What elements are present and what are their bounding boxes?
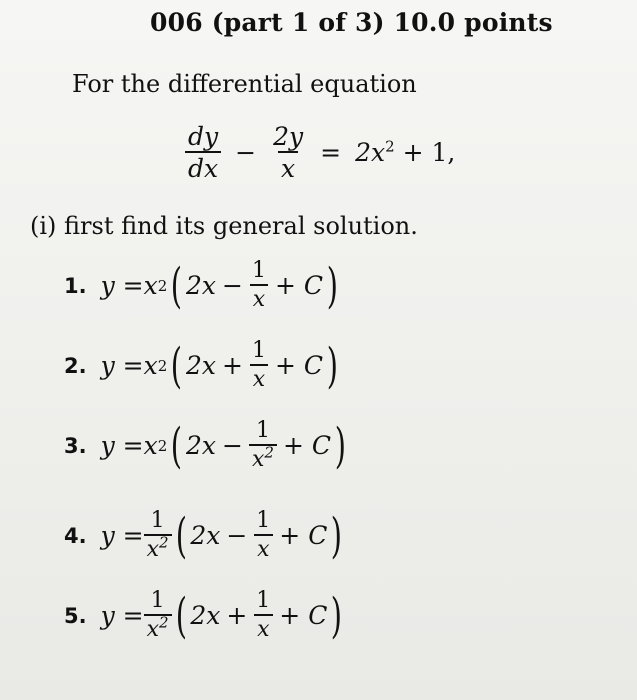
fraction-numerator: 1 (255, 418, 270, 443)
fraction-denominator: x (250, 284, 268, 311)
choice-number: 4. (64, 523, 87, 548)
inner-fraction (249, 420, 277, 471)
close-paren: ) (331, 507, 343, 564)
prefix-term: x (143, 351, 158, 380)
close-paren: ) (331, 587, 343, 644)
open-paren: ( (171, 417, 183, 474)
denominator-exponent: 2 (159, 613, 169, 632)
fraction-denominator: x (250, 364, 268, 391)
equals-operator: = (320, 138, 342, 167)
rhs-exponent: 2 (385, 137, 395, 156)
open-paren: ( (175, 587, 187, 644)
dy-dx-fraction (185, 124, 221, 181)
answer-choice-5[interactable] (64, 587, 346, 644)
term-2x: 2x (186, 431, 217, 460)
inner-fraction (253, 590, 273, 641)
choice-lhs: y = (100, 601, 144, 630)
fraction-numerator: 1 (251, 258, 266, 283)
fraction-denominator: x (254, 534, 272, 561)
fraction-numerator: 1 (150, 508, 165, 533)
constant-term: + C (274, 351, 324, 380)
fraction-numerator: 1 (256, 588, 271, 613)
fraction-denominator: dx (185, 151, 221, 181)
choice-lhs: y = (100, 521, 144, 550)
denominator-exponent: 2 (159, 533, 169, 552)
equation-rhs (355, 138, 455, 167)
part-instruction: (i) first find its general solution. (30, 212, 418, 240)
two-y-over-x-fraction (270, 124, 306, 181)
answer-choice-1[interactable]: 1. y = x 2 ( 2x − $\frac{1}{x}$ + C ) (64, 257, 339, 314)
term-2x: 2x (186, 271, 217, 300)
prefix-fraction (144, 590, 172, 641)
answer-choice-2[interactable]: 2. y = x 2 ( 2x + $\frac{1}{x}$ + C ) (64, 337, 339, 394)
question-header: 006 (part 1 of 3) 10.0 points (150, 8, 553, 37)
fraction-denominator: $x^2$ (249, 444, 277, 471)
fraction-denominator: $x^2$ (144, 614, 172, 641)
operator: + (226, 601, 248, 630)
choice-lhs: y = (100, 351, 144, 380)
open-paren: ( (175, 507, 187, 564)
constant-term: + C (279, 521, 328, 550)
prefix-term: x (143, 271, 158, 300)
choice-number: 2. (64, 353, 87, 378)
open-paren: ( (171, 337, 183, 394)
term-2x: 2x (190, 601, 221, 630)
close-paren: ) (326, 257, 339, 314)
inner-fraction (253, 510, 273, 561)
denominator-exponent: 2 (264, 443, 274, 462)
fraction-denominator: x (254, 614, 272, 641)
prefix-fraction (144, 510, 172, 561)
problem-intro: For the differential equation (72, 70, 417, 98)
fraction-numerator: dy (188, 122, 219, 151)
constant-term: + C (279, 601, 328, 630)
fraction-numerator: 1 (251, 338, 266, 363)
answer-choice-3[interactable]: 3. y = x 2 ( 2x − $\frac{1}{x^2}$ + C ) (64, 417, 346, 474)
fraction-denominator: $x^2$ (144, 534, 172, 561)
close-paren: ) (326, 337, 339, 394)
close-paren: ) (334, 417, 346, 474)
open-paren: ( (171, 257, 183, 314)
answer-choice-4[interactable] (64, 507, 346, 564)
prefix-term: x (143, 431, 158, 460)
constant-term: + C (274, 271, 324, 300)
term-2x: 2x (186, 351, 217, 380)
inner-fraction (249, 260, 269, 311)
operator: − (222, 431, 243, 460)
minus-operator: − (235, 138, 257, 167)
choice-lhs: y = (100, 431, 144, 460)
fraction-numerator: 1 (150, 588, 165, 613)
rhs-term: 2x (355, 138, 386, 167)
operator: − (226, 521, 248, 550)
choice-number: 1. (64, 273, 87, 298)
constant-term: + C (282, 431, 331, 460)
operator: − (222, 271, 243, 300)
choice-lhs: y = (100, 271, 144, 300)
fraction-denominator: x (278, 151, 298, 181)
rhs-rest: + 1, (402, 138, 456, 167)
inner-fraction (249, 340, 269, 391)
fraction-numerator: 1 (256, 508, 271, 533)
choice-number: 3. (64, 433, 87, 458)
choice-number: 5. (64, 603, 87, 628)
operator: + (222, 351, 243, 380)
differential-equation (185, 124, 455, 181)
fraction-numerator: 2y (273, 122, 304, 151)
term-2x: 2x (190, 521, 221, 550)
